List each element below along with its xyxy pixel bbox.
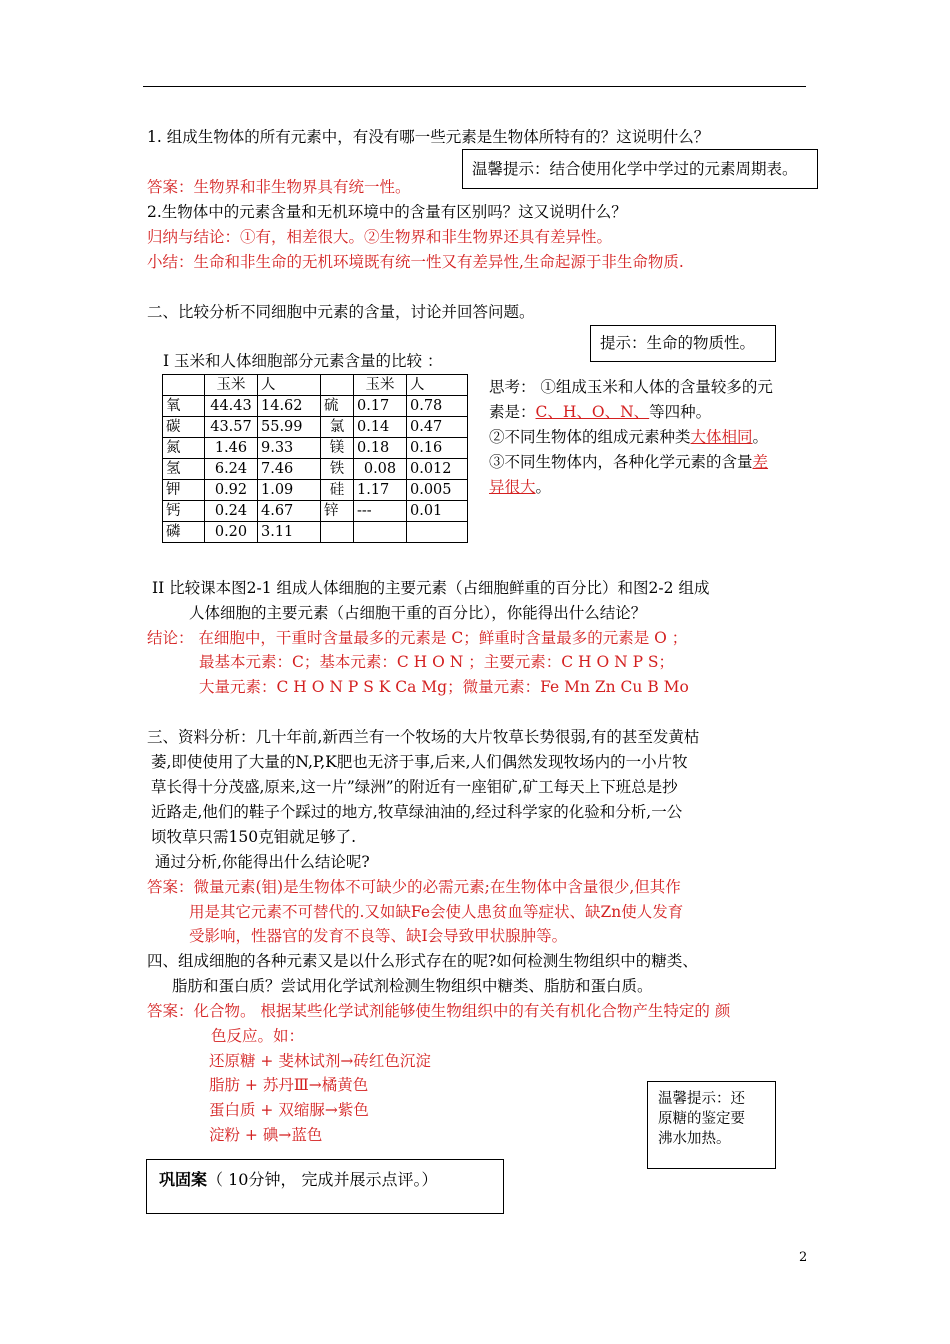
table-cell: 0.47 bbox=[407, 417, 468, 438]
table-header-row bbox=[163, 375, 468, 396]
table-cell: 人 bbox=[258, 375, 321, 396]
table-cell: 9.33 bbox=[258, 438, 321, 459]
think-text: ②不同生物体的组成元素种类 bbox=[489, 428, 691, 446]
section-2b-line-1: II 比较课本图2-1 组成人体细胞的主要元素（占细胞鲜重的百分比）和图2-2 组成 bbox=[152, 579, 710, 597]
table-row bbox=[163, 438, 468, 459]
hint-1-text: 温馨提示：结合使用化学中学过的元素周期表。 bbox=[472, 160, 798, 178]
answer-3-line-1: 答案：微量元素(钼)是生物体不可缺少的必需元素;在生物体中含量很少,但其作 bbox=[147, 878, 681, 896]
table-row bbox=[163, 396, 468, 417]
section-3-line-3: 草长得十分茂盛,原来,这一片”绿洲”的附近有一座钼矿,矿工每天上下班总是抄 bbox=[151, 778, 678, 796]
think-text: 等四种。 bbox=[649, 403, 712, 421]
table-cell: 硅 bbox=[321, 480, 354, 501]
hint-3-line-1: 温馨提示：还 bbox=[658, 1091, 745, 1107]
table-row bbox=[163, 459, 468, 480]
table-cell bbox=[321, 375, 354, 396]
table-cell: 0.012 bbox=[407, 459, 468, 480]
table-cell: 钾 bbox=[163, 480, 205, 501]
table-row bbox=[163, 501, 468, 522]
table-cell: 0.24 bbox=[205, 501, 258, 522]
table-cell: 1.46 bbox=[205, 438, 258, 459]
table-cell: 44.43 bbox=[205, 396, 258, 417]
hint-box-3 bbox=[647, 1081, 776, 1169]
table-cell: 氢 bbox=[163, 459, 205, 480]
section-3-line-2: 萎,即使使用了大量的N,P,K肥也无济于事,后来,人们偶然发现牧场内的一小片牧 bbox=[151, 753, 688, 771]
think-answer: 差 bbox=[752, 453, 769, 471]
table-cell: 人 bbox=[407, 375, 468, 396]
conclusion-line-1: 结论： 在细胞中，干重时含量最多的元素是 C；鲜重时含量最多的元素是 O ； bbox=[147, 629, 688, 647]
think-answer: 异很大 bbox=[489, 478, 536, 496]
think-line-5 bbox=[489, 476, 551, 498]
table-cell: 3.11 bbox=[258, 522, 321, 543]
table-cell: 0.14 bbox=[354, 417, 407, 438]
think-text: 。 bbox=[535, 478, 552, 496]
think-line-3 bbox=[489, 426, 768, 448]
consolidate-title bbox=[159, 1168, 438, 1192]
reaction-3: 蛋白质 + 双缩脲→紫色 bbox=[209, 1101, 369, 1119]
table-cell: 玉米 bbox=[205, 375, 258, 396]
table-cell: 玉米 bbox=[354, 375, 407, 396]
element-content-table bbox=[162, 374, 468, 543]
hint-box-2 bbox=[590, 325, 776, 362]
conclusion-line-2: 最基本元素：C；基本元素：C H O N ；主要元素：C H O N P S； bbox=[199, 653, 675, 671]
table-cell: 0.92 bbox=[205, 480, 258, 501]
table-cell: 镁 bbox=[321, 438, 354, 459]
table-cell bbox=[407, 522, 468, 543]
table-cell bbox=[163, 375, 205, 396]
table-cell: 0.78 bbox=[407, 396, 468, 417]
table-cell: 0.20 bbox=[205, 522, 258, 543]
hint-2-text: 提示：生命的物质性。 bbox=[600, 334, 756, 352]
table-title: I 玉米和人体细胞部分元素含量的比较 ： bbox=[163, 352, 443, 370]
answer-4-line-1: 答案：化合物。 根据某些化学试剂能够使生物组织中的有关有机化合物产生特定的 颜 bbox=[147, 1002, 731, 1020]
consolidate-bold: 巩固案 bbox=[159, 1170, 208, 1189]
summary: 小结：生命和非生命的无机环境既有统一性又有差异性,生命起源于非生命物质. bbox=[147, 253, 684, 271]
think-text: 。 bbox=[752, 428, 769, 446]
table-cell: --- bbox=[354, 501, 407, 522]
table-cell: 0.005 bbox=[407, 480, 468, 501]
section-3-line-5: 顷牧草只需150克钼就足够了. bbox=[151, 828, 357, 846]
hint-3-line-2: 原糖的鉴定要 bbox=[658, 1111, 745, 1127]
reaction-1: 还原糖 + 斐林试剂→砖红色沉淀 bbox=[209, 1052, 431, 1070]
hint-box-1 bbox=[462, 149, 818, 189]
header-rule bbox=[143, 86, 806, 87]
table-cell: 4.67 bbox=[258, 501, 321, 522]
table-cell: 碳 bbox=[163, 417, 205, 438]
think-line-1: 思考： ①组成玉米和人体的含量较多的元 bbox=[489, 378, 773, 396]
think-text: ③不同生物体内，各种化学元素的含量 bbox=[489, 453, 753, 471]
think-line-2 bbox=[489, 401, 711, 423]
table-row bbox=[163, 417, 468, 438]
table-row bbox=[163, 522, 468, 543]
consolidate-note: （ 10分钟， 完成并展示点评。） bbox=[207, 1170, 438, 1189]
table-cell: 0.18 bbox=[354, 438, 407, 459]
reaction-4: 淀粉 + 碘→蓝色 bbox=[209, 1126, 323, 1144]
answer-3-line-3: 受影响，性器官的发育不良等、缺I会导致甲状腺肿等。 bbox=[189, 927, 568, 945]
page-number: 2 bbox=[799, 1250, 808, 1265]
table-cell: 43.57 bbox=[205, 417, 258, 438]
section-2b-line-2: 人体细胞的主要元素（占细胞干重的百分比），你能得出什么结论？ bbox=[189, 604, 647, 622]
section-3-line-4: 近路走,他们的鞋子个踩过的地方,牧草绿油油的,经过科学家的化验和分析,一公 bbox=[151, 803, 683, 821]
section-3-line-6: 通过分析,你能得出什么结论呢? bbox=[155, 853, 370, 871]
conclusion-line-3: 大量元素：C H O N P S K Ca Mg；微量元素：Fe Mn Zn Cu B Mo bbox=[199, 678, 689, 696]
table-cell: 硫 bbox=[321, 396, 354, 417]
table-cell: 铁 bbox=[321, 459, 354, 480]
table-row bbox=[163, 480, 468, 501]
hint-3-line-3: 沸水加热。 bbox=[658, 1131, 731, 1147]
table-cell: 1.17 bbox=[354, 480, 407, 501]
think-answer: 大体相同 bbox=[690, 428, 753, 446]
question-1: 1. 组成生物体的所有元素中，有没有哪一些元素是生物体所特有的？这说明什么？ bbox=[147, 128, 710, 146]
table-cell: 锌 bbox=[321, 501, 354, 522]
section-4-line-1: 四、组成细胞的各种元素又是以什么形式存在的呢?如何检测生物组织中的糖类、 bbox=[147, 952, 698, 970]
table-cell: 55.99 bbox=[258, 417, 321, 438]
answer-3-line-2: 用是其它元素不可替代的.又如缺Fe会使人患贫血等症状、缺Zn使人发育 bbox=[189, 903, 684, 921]
table-cell bbox=[354, 522, 407, 543]
think-answer: C、H、O、N、 bbox=[535, 403, 650, 421]
table-cell: 14.62 bbox=[258, 396, 321, 417]
table-cell: 0.17 bbox=[354, 396, 407, 417]
table-cell: 6.24 bbox=[205, 459, 258, 480]
table-cell: 1.09 bbox=[258, 480, 321, 501]
think-line-4 bbox=[489, 451, 768, 473]
table-cell: 氮 bbox=[163, 438, 205, 459]
section-3-line-1: 三、资料分析：几十年前,新西兰有一个牧场的大片牧草长势很弱,有的甚至发黄枯 bbox=[147, 728, 700, 746]
table-cell: 0.01 bbox=[407, 501, 468, 522]
reaction-2: 脂肪 + 苏丹Ⅲ→橘黄色 bbox=[209, 1076, 369, 1094]
answer-4-line-2: 色反应。如： bbox=[211, 1027, 305, 1045]
think-text: 素是： bbox=[489, 403, 536, 421]
conclusion-2: 归纳与结论：①有，相差很大。②生物界和非生物界还具有差异性。 bbox=[147, 228, 613, 246]
question-2: 2.生物体中的元素含量和无机环境中的含量有区别吗？这又说明什么？ bbox=[147, 203, 627, 221]
table-cell bbox=[321, 522, 354, 543]
consolidate-box bbox=[146, 1159, 504, 1214]
section-4-line-2: 脂肪和蛋白质？尝试用化学试剂检测生物组织中糖类、脂肪和蛋白质。 bbox=[172, 977, 653, 995]
section-2-title: 二、比较分析不同细胞中元素的含量，讨论并回答问题。 bbox=[147, 303, 535, 321]
table-cell: 氯 bbox=[321, 417, 354, 438]
table-cell: 0.08 bbox=[354, 459, 407, 480]
table-cell: 磷 bbox=[163, 522, 205, 543]
table-cell: 氧 bbox=[163, 396, 205, 417]
table-cell: 0.16 bbox=[407, 438, 468, 459]
answer-1: 答案：生物界和非生物界具有统一性。 bbox=[147, 178, 411, 196]
table-cell: 钙 bbox=[163, 501, 205, 522]
table-cell: 7.46 bbox=[258, 459, 321, 480]
